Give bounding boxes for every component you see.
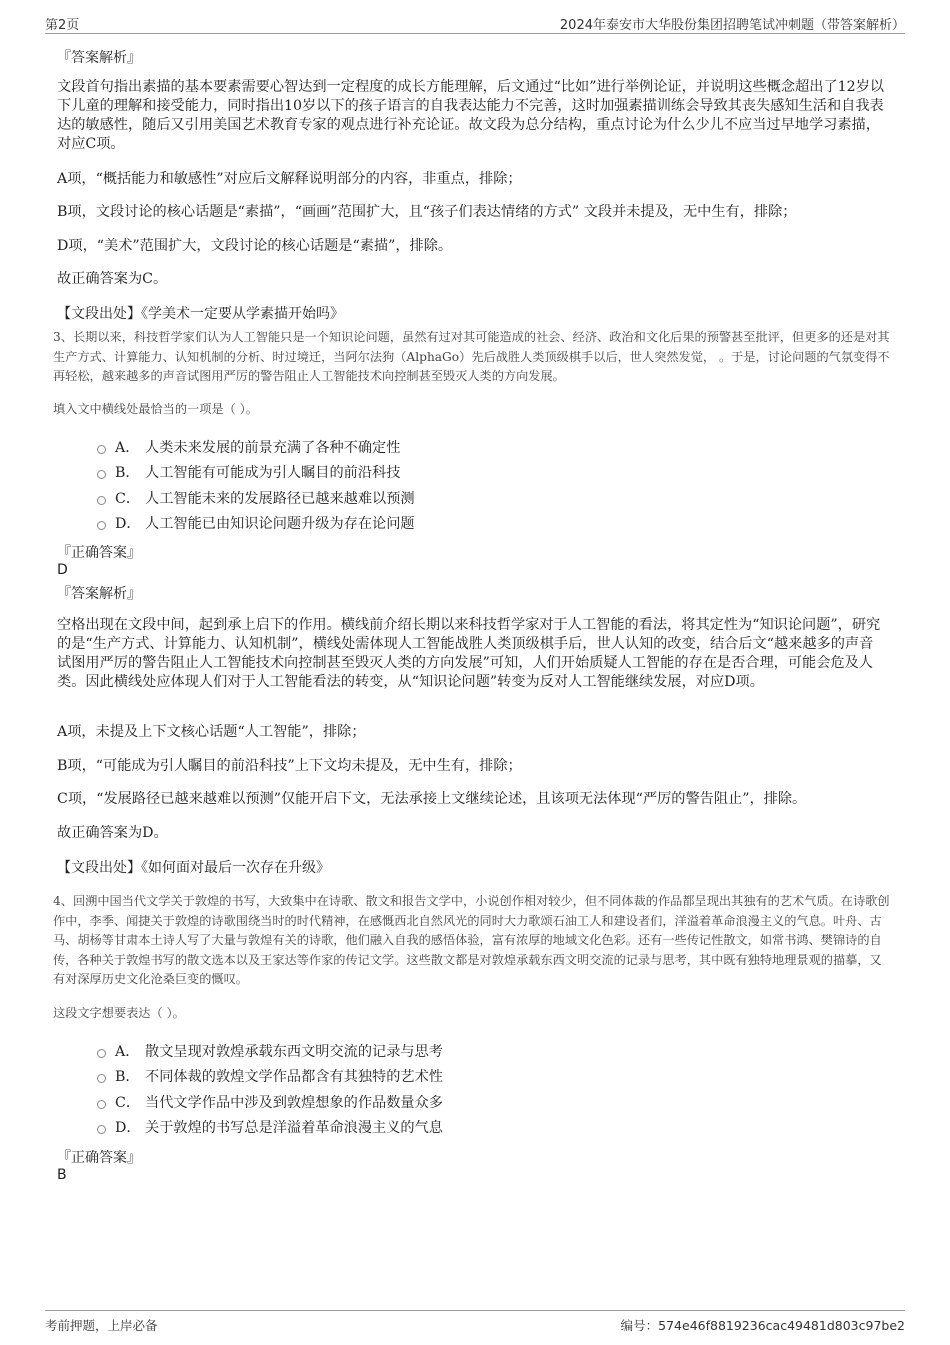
option-letter: B． xyxy=(115,1069,140,1086)
q4-answer-label: 『正确答案』 xyxy=(57,1150,141,1166)
q2-analysis-text: 文段首句指出素描的基本要素需要心智达到一定程度的成长方能理解，后文通过“比如”进行举例论证，并说明这些概念超出了12岁以下儿童的理解和接受能力，同时指出10岁以下的孩子语言的自我表达能力不完善，这时加强素描训练会导致其丧失感知生活和自我表达的敏感性，随后又引用美国艺术教育专家的观点进行补充论证。故文段为总分结构，重点讨论为什么少儿不应当过早地学习素描，对应C项。 xyxy=(57,79,885,152)
q2-exclusion-d: D项，“美术”范围扩大，文段讨论的核心话题是“素描”，排除。 xyxy=(57,238,453,254)
q3-exclusion-c: C项，“发展路径已越来越难以预测”仅能开启下文，无法承接上文继续论述，且该项无法体现“严厉的警告阻止”，排除。 xyxy=(57,791,807,807)
q2-analysis-label: 『答案解析』 xyxy=(57,50,141,66)
q3-exclusion-a: A项，未提及上下文核心话题“人工智能”，排除； xyxy=(57,724,366,740)
option-text: 不同体裁的敦煌文学作品都含有其独特的艺术性 xyxy=(145,1069,443,1086)
q4-option-c[interactable] xyxy=(97,1089,797,1115)
q2-analysis xyxy=(57,78,887,154)
option-text: 关于敦煌的书写总是洋溢着革命浪漫主义的气息 xyxy=(145,1120,443,1137)
footer-slogan: 考前押题，上岸必备 xyxy=(45,1318,158,1333)
option-text: 散文呈现对敦煌承载东西文明交流的记录与思考 xyxy=(145,1043,443,1060)
q3-answer-label: 『正确答案』 xyxy=(57,545,141,561)
q3-stem-text: 3、长期以来，科技哲学家们认为人工智能只是一个知识论问题，虽然有过对其可能造成的社会、经济、政治和文化后果的预警甚至批评，但更多的还是对其生产方式、计算能力、认知机制的分析、时过境迁，当阿尔法狗（AlphaGo）先后战胜人类顶级棋手以后，世人突然发觉， 。于是，讨论问题的气氛变得不再轻松，越来越多的声音试图用严厉的警告阻止人工智能技术向控制甚至毁灭人类的方向发展。 xyxy=(53,330,890,383)
q4-answer: B xyxy=(57,1167,67,1183)
radio-icon[interactable] xyxy=(97,1049,106,1058)
option-letter: C． xyxy=(115,490,141,507)
code-value: 574e46f8819236cac49481d803c97be2 xyxy=(658,1318,905,1333)
q4-stem-text: 4、回溯中国当代文学关于敦煌的书写，大致集中在诗歌、散文和报告文学中，小说创作相对较少，但不同体裁的作品都呈现出其独有的艺术气质。在诗歌创作中，李季、闻捷关于敦煌的诗歌围绕当时的时代精神，在感慨西北自然风光的同时大力歌颂石油工人和建设者们，洋溢着革命浪漫主义的气息。叶舟、古马、胡杨等甘肃本土诗人写了大量与敦煌有关的诗歌，他们融入自我的感悟体验，富有浓厚的地域文化色彩。还有一些传记性散文，如常书鸿、樊锦诗的自传，各种关于敦煌书写的散文选本以及王家达等作家的传记文学。这些散文都是对敦煌承载东西文明交流的记录与思考，其中既有独特地理景观的描摹，又有对深厚历史文化沧桑巨变的慨叹。 xyxy=(53,894,890,986)
q3-option-d[interactable] xyxy=(97,511,797,537)
q4-options xyxy=(97,1038,797,1140)
source-title: 《学美术一定要从学素描开始吗》 xyxy=(141,306,344,322)
option-text: 人工智能已由知识论问题升级为存在论问题 xyxy=(145,516,415,533)
q3-option-a[interactable] xyxy=(97,434,797,460)
q3-prompt: 填入文中横线处最恰当的一项是（ ）。 xyxy=(53,402,258,416)
source-label: 【文段出处】 xyxy=(57,860,141,876)
option-letter: D． xyxy=(115,516,141,533)
header-divider xyxy=(45,33,905,34)
option-text: 当代文学作品中涉及到敦煌想象的作品数量众多 xyxy=(145,1094,443,1111)
q4-prompt: 这段文字想要表达（ ）。 xyxy=(53,1006,185,1020)
source-label: 【文段出处】 xyxy=(57,306,141,322)
q3-options xyxy=(97,434,797,536)
q3-source xyxy=(57,857,887,877)
radio-icon[interactable] xyxy=(97,521,106,530)
q3-analysis-text: 空格出现在文段中间，起到承上启下的作用。横线前介绍长期以来科技哲学家对于人工智能的看法，将其定性为“知识论问题”，研究的是“生产方式、计算能力、认知机制”，横线处需体现人工智能战胜人类顶级棋手后，世人认知的改变，结合后文“越来越多的声音试图用严厉的警告阻止人工智能技术向控制甚至毁灭人类的方向发展”可知，人们开始质疑人工智能的存在是否合理，可能会危及人类。因此横线处应体现人们对于人工智能看法的转变，从“知识论问题”转变为反对人工智能继续发展，对应D项。 xyxy=(57,617,881,690)
q3-answer: D xyxy=(57,562,68,578)
q3-analysis-label: 『答案解析』 xyxy=(57,586,141,602)
option-text: 人工智能有可能成为引人瞩目的前沿科技 xyxy=(145,465,401,482)
radio-icon[interactable] xyxy=(97,445,106,454)
option-letter: A． xyxy=(115,1043,140,1060)
source-title: 《如何面对最后一次存在升级》 xyxy=(141,860,330,876)
footer-divider xyxy=(45,1310,905,1311)
q3-exclusion-b: B项，“可能成为引人瞩目的前沿科技”上下文均未提及，无中生有，排除； xyxy=(57,758,522,774)
q3-option-c[interactable] xyxy=(97,485,797,511)
option-letter: B． xyxy=(115,465,140,482)
q2-conclusion: 故正确答案为C。 xyxy=(57,271,168,287)
q2-source xyxy=(57,303,887,323)
page-number: 第2页 xyxy=(45,18,80,33)
document-code xyxy=(621,1316,905,1334)
q3-stem xyxy=(53,328,893,387)
radio-icon[interactable] xyxy=(97,1074,106,1083)
q4-stem xyxy=(53,892,893,990)
q4-option-b[interactable] xyxy=(97,1064,797,1090)
radio-icon[interactable] xyxy=(97,1125,106,1134)
option-letter: D． xyxy=(115,1120,141,1137)
code-label: 编号： xyxy=(620,1318,659,1333)
q2-exclusion-b: B项，文段讨论的核心话题是“素描”，“画画”范围扩大，且“孩子们表达情绪的方式” 文段并未提及，无中生有，排除； xyxy=(57,204,797,220)
q3-option-b[interactable] xyxy=(97,460,797,486)
option-text: 人工智能未来的发展路径已越来越难以预测 xyxy=(145,490,415,507)
q2-exclusion-a: A项，“概括能力和敏感性”对应后文解释说明部分的内容，非重点，排除； xyxy=(57,171,522,187)
radio-icon[interactable] xyxy=(97,496,106,505)
option-text: 人类未来发展的前景充满了各种不确定性 xyxy=(145,439,401,456)
radio-icon[interactable] xyxy=(97,470,106,479)
option-letter: A． xyxy=(115,439,140,456)
q3-conclusion: 故正确答案为D。 xyxy=(57,825,168,841)
q4-option-d[interactable] xyxy=(97,1115,797,1141)
document-title: 2024年泰安市大华股份集团招聘笔试冲刺题（带答案解析） xyxy=(559,18,905,33)
radio-icon[interactable] xyxy=(97,1100,106,1109)
option-letter: C． xyxy=(115,1094,141,1111)
q4-option-a[interactable] xyxy=(97,1038,797,1064)
q3-analysis xyxy=(57,616,887,692)
